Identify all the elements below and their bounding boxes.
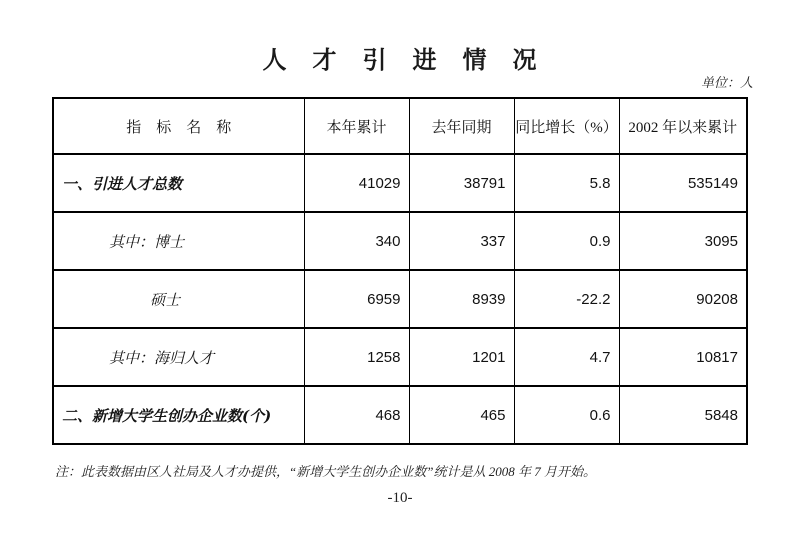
header-this-year-total: 本年累计	[304, 98, 409, 154]
cell-this-year: 1258	[304, 328, 409, 386]
table-header-row	[53, 98, 747, 154]
talent-table	[52, 97, 748, 445]
header-last-year-same-period: 去年同期	[409, 98, 514, 154]
header-since-2002-total: 2002 年以来累计	[619, 98, 747, 154]
cell-yoy-growth: 0.9	[514, 212, 619, 270]
cell-last-year: 38791	[409, 154, 514, 212]
row-label-total-talent: 一、引进人才总数	[53, 154, 304, 212]
table-row	[53, 212, 747, 270]
cell-since-2002: 3095	[619, 212, 747, 270]
unit-label: 单位：人	[700, 75, 753, 90]
cell-yoy-growth: 5.8	[514, 154, 619, 212]
table-row	[53, 270, 747, 328]
cell-this-year: 6959	[304, 270, 409, 328]
table-row	[53, 328, 747, 386]
cell-last-year: 8939	[409, 270, 514, 328]
cell-yoy-growth: -22.2	[514, 270, 619, 328]
footnote: 注：此表数据由区人社局及人才办提供，“新增大学生创办企业数”统计是从 2008 年 7 月开始。	[55, 464, 596, 479]
cell-this-year: 340	[304, 212, 409, 270]
table-row	[53, 386, 747, 444]
table-row	[53, 154, 747, 212]
cell-since-2002: 535149	[619, 154, 747, 212]
cell-since-2002: 10817	[619, 328, 747, 386]
row-label-doctor: 其中：博士	[53, 212, 304, 270]
page-number: -10-	[387, 490, 413, 506]
cell-last-year: 1201	[409, 328, 514, 386]
cell-this-year: 41029	[304, 154, 409, 212]
cell-this-year: 468	[304, 386, 409, 444]
cell-last-year: 465	[409, 386, 514, 444]
row-label-master: 硕士	[53, 270, 304, 328]
cell-yoy-growth: 0.6	[514, 386, 619, 444]
cell-since-2002: 5848	[619, 386, 747, 444]
row-label-student-startups: 二、新增大学生创办企业数(个)	[53, 386, 304, 444]
cell-yoy-growth: 4.7	[514, 328, 619, 386]
cell-last-year: 337	[409, 212, 514, 270]
header-yoy-growth: 同比增长（%）	[514, 98, 619, 154]
page-title: 人 才 引 进 情 况	[262, 48, 538, 74]
cell-since-2002: 90208	[619, 270, 747, 328]
header-indicator-name: 指 标 名 称	[53, 98, 304, 154]
row-label-overseas-returnee: 其中：海归人才	[53, 328, 304, 386]
